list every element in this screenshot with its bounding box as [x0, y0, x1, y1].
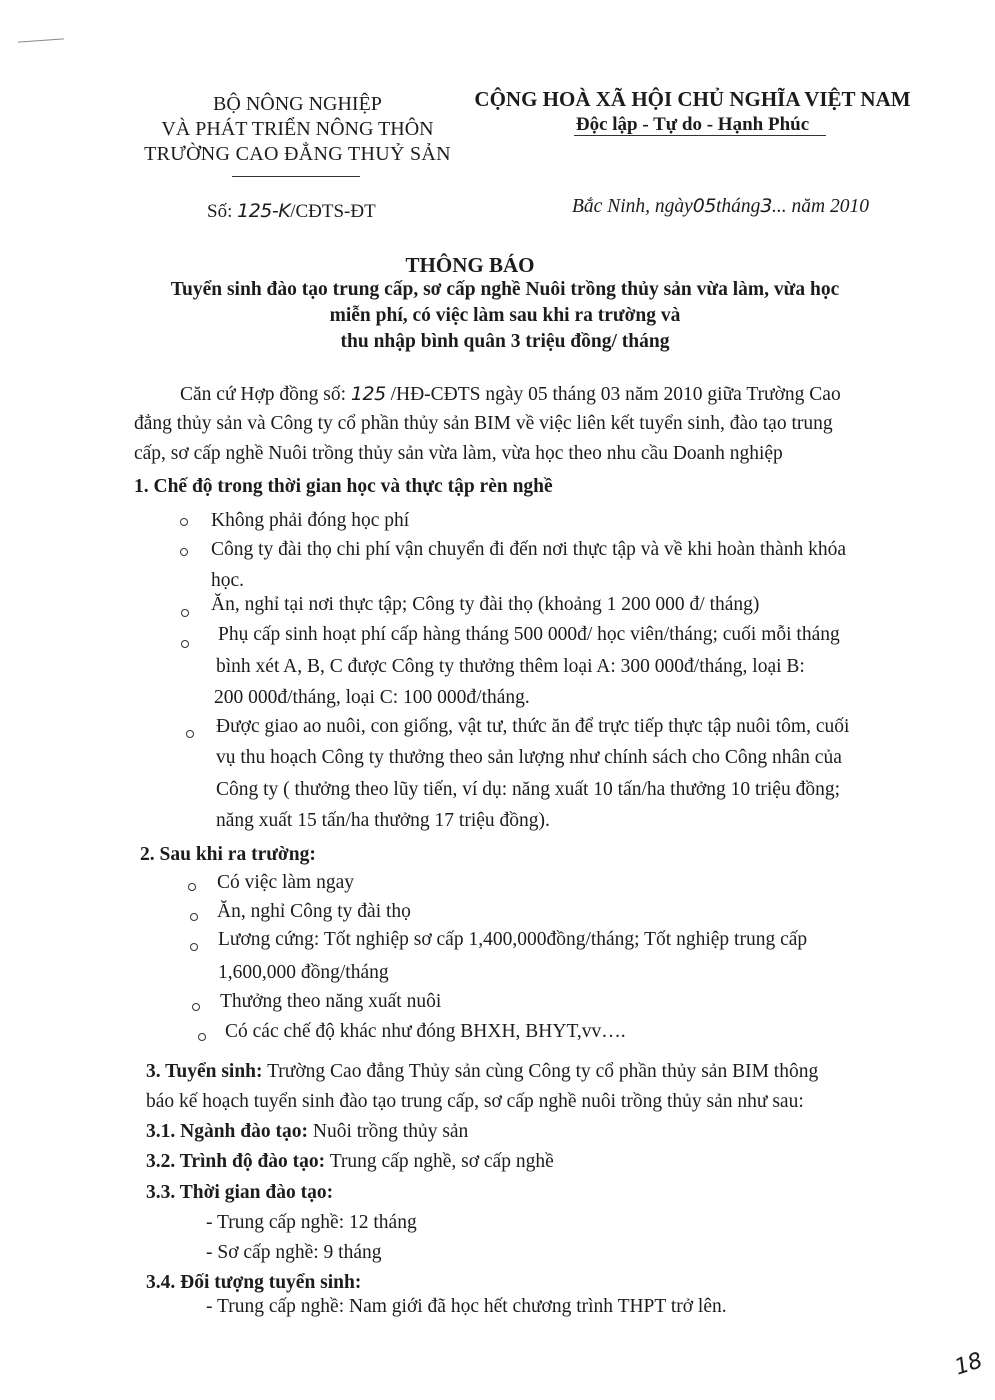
subtitle-line1: Tuyển sinh đào tạo trung cấp, sơ cấp nghề Nuôi trồng thủy sản vừa làm, vừa học [170, 279, 840, 300]
intro-line2: đẳng thủy sản và Công ty cổ phần thủy sản BIM về việc liên kết tuyển sinh, đào tạo trung [134, 413, 833, 434]
bullet-icon [190, 913, 198, 921]
section2-item4: Thưởng theo năng xuất nuôi [220, 991, 442, 1012]
section1-item2-line1: Công ty đài thọ chi phí vận chuyển đi đến nơi thực tập và về khi hoàn thành khóa [211, 539, 846, 560]
section2-item3-line1: Lương cứng: Tốt nghiệp sơ cấp 1,400,000đồng/tháng; Tốt nghiệp trung cấp [218, 929, 808, 950]
doc-number-handwritten: 125-K [237, 200, 291, 222]
bullet-icon [180, 548, 188, 556]
section1-item4-line3: 200 000đ/tháng, loại C: 100 000đ/tháng. [214, 687, 530, 708]
school-name: TRƯỜNG CAO ĐẲNG THUỶ SẢN [144, 143, 451, 165]
section3-3-item1: - Trung cấp nghề: 12 tháng [206, 1212, 417, 1233]
subtitle-line3: thu nhập bình quân 3 triệu đồng/ tháng [340, 331, 670, 352]
section2-item3-line2: 1,600,000 đồng/tháng [218, 962, 389, 983]
intro-line3: cấp, sơ cấp nghề Nuôi trồng thủy sản vừa làm, vừa học theo nhu cầu Doanh nghiệp [134, 443, 783, 464]
section3-2-label: 3.2. Trình độ đào tạo: [146, 1151, 326, 1172]
date-month-label: tháng [715, 196, 761, 217]
doc-number-suffix: /CĐTS-ĐT [290, 201, 376, 222]
bullet-icon [192, 1003, 200, 1011]
section3-line1 [146, 1057, 818, 1087]
section3-1-value: Nuôi trồng thủy sản [312, 1121, 469, 1142]
section3-heading: 3. Tuyển sinh: [146, 1061, 263, 1082]
intro-contract-number: 125 [350, 383, 386, 405]
bullet-icon [180, 518, 188, 526]
date-day: 05 [692, 195, 716, 217]
section2-item5: Có các chế độ khác như đóng BHXH, BHYT,vv…. [225, 1021, 626, 1042]
intro-line1 [180, 379, 841, 410]
intro-contract-rest: /HĐ-CĐTS ngày 05 tháng 03 năm 2010 giữa Trường Cao [390, 384, 841, 405]
section3-3-item2: - Sơ cấp nghề: 9 tháng [206, 1242, 382, 1263]
section1-heading: 1. Chế độ trong thời gian học và thực tập rèn nghề [134, 476, 553, 497]
motto-underline [574, 135, 826, 136]
bullet-icon [190, 943, 198, 951]
date-place: Bắc Ninh, ngày [572, 196, 693, 217]
section1-item4-line2: bình xét A, B, C được Công ty thưởng thêm loại A: 300 000đ/tháng, loại B: [216, 656, 805, 677]
bullet-icon [188, 883, 196, 891]
date-month: 3 [760, 195, 772, 217]
subtitle-line2: miễn phí, có việc làm sau khi ra trường và [329, 305, 681, 326]
section3-3-label: 3.3. Thời gian đào tạo: [146, 1182, 334, 1203]
section3-4-item1: - Trung cấp nghề: Nam giới đã học hết chương trình THPT trở lên. [206, 1296, 727, 1317]
issuer-block [130, 92, 465, 167]
section1-item5-line4: năng xuất 15 tấn/ha thưởng 17 triệu đồng). [216, 810, 550, 831]
section3-text-line2: báo kế hoạch tuyển sinh đào tạo trung cấp, sơ cấp nghề nuôi trồng thủy sản như sau: [146, 1091, 804, 1112]
intro-contract-label: Căn cứ Hợp đồng số: [180, 384, 347, 405]
section3-1-label: 3.1. Ngành đào tạo: [146, 1121, 308, 1142]
section2-item1: Có việc làm ngay [217, 872, 355, 893]
national-motto-block [470, 86, 915, 138]
ministry-name-line2: VÀ PHÁT TRIỂN NÔNG THÔN [161, 118, 434, 140]
section3-2-value: Trung cấp nghề, sơ cấp nghề [329, 1151, 554, 1172]
ministry-name-line1: BỘ NÔNG NGHIỆP [213, 93, 382, 115]
section1-item5-line1: Được giao ao nuôi, con giống, vật tư, thức ăn để trực tiếp thực tập nuôi tôm, cuối [216, 716, 850, 737]
section1-item4-line1: Phụ cấp sinh hoạt phí cấp hàng tháng 500 000đ/ học viên/tháng; cuối mỗi tháng [218, 624, 840, 645]
motto: Độc lập - Tự do - Hạnh Phúc [575, 114, 810, 135]
issuer-underline [232, 176, 360, 177]
bullet-icon [186, 730, 194, 738]
section1-item1: Không phải đóng học phí [211, 510, 410, 531]
section3-1 [146, 1117, 468, 1147]
page-title: THÔNG BÁO [405, 253, 535, 277]
section3-text-line1: Trường Cao đẳng Thủy sản cùng Công ty cổ phần thủy sản BIM thông [267, 1061, 819, 1082]
document-number [207, 200, 376, 223]
section3-2 [146, 1147, 554, 1177]
section2-heading: 2. Sau khi ra trường: [140, 844, 316, 865]
scan-artifact [18, 38, 64, 42]
section1-item3: Ăn, nghỉ tại nơi thực tập; Công ty đài thọ (khoảng 1 200 000 đ/ tháng) [211, 594, 760, 615]
section1-item5-line2: vụ thu hoạch Công ty thưởng theo sản lượng như chính sách cho Công nhân của [216, 747, 842, 768]
date-year: ... năm 2010 [771, 196, 869, 217]
page-number-mark: 18 [951, 1348, 986, 1381]
date-line [572, 195, 869, 218]
section1-item2-line2: học. [211, 570, 245, 591]
bullet-icon [181, 640, 189, 648]
section3-4-label: 3.4. Đối tượng tuyển sinh: [146, 1272, 362, 1293]
country-name: CỘNG HOÀ XÃ HỘI CHỦ NGHĨA VIỆT NAM [474, 87, 911, 111]
bullet-icon [181, 609, 189, 617]
section2-item2: Ăn, nghỉ Công ty đài thọ [217, 901, 411, 922]
section1-item5-line3: Công ty ( thưởng theo lũy tiến, ví dụ: năng xuất 10 tấn/ha thưởng 10 triệu đồng; [216, 779, 840, 800]
doc-number-prefix: Số: [207, 201, 233, 222]
bullet-icon [198, 1033, 206, 1041]
